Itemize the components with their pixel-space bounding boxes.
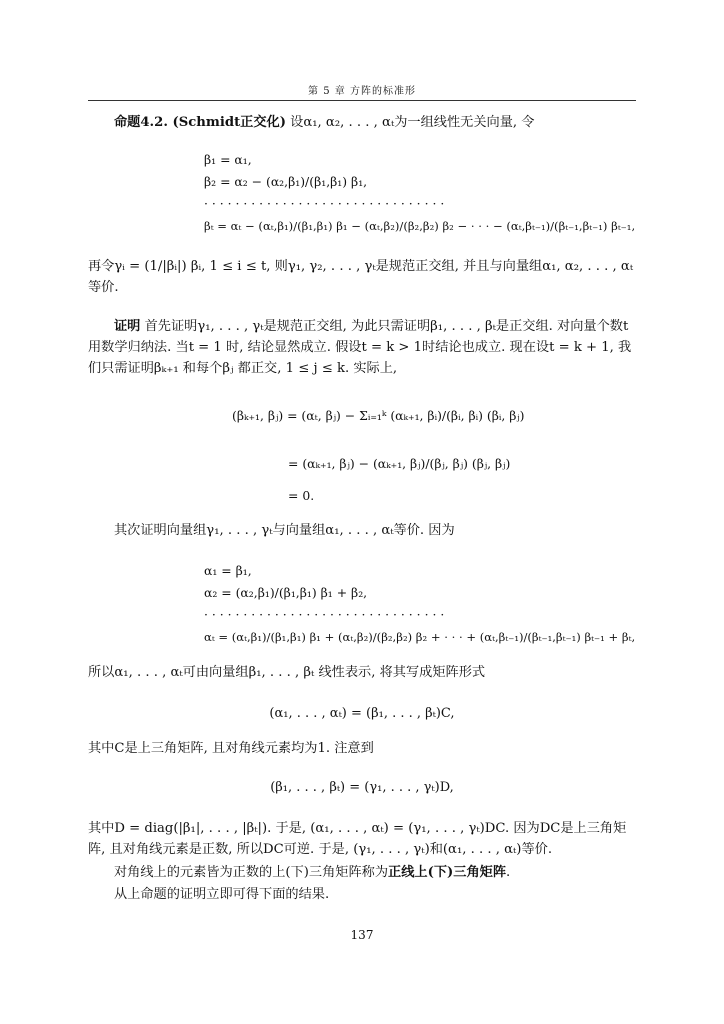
header-rule bbox=[88, 100, 636, 101]
proof-paragraph-2: 其次证明向量组γ₁, . . . , γₜ与向量组α₁, . . . , αₜ等价. 因为 bbox=[114, 523, 455, 538]
orthogonality-calc-3: = 0. bbox=[288, 488, 315, 503]
proof-label: 证明 bbox=[114, 319, 141, 334]
proof-paragraph-4: 其中C是上三角矩阵, 且对角线元素均为1. 注意到 bbox=[88, 741, 374, 756]
remark-paragraph bbox=[88, 862, 636, 883]
orthogonality-calc-2: = (αₖ₊₁, βⱼ) − (αₖ₊₁, βⱼ)/(βⱼ, βⱼ) (βⱼ, βⱼ) bbox=[288, 456, 511, 471]
inverse-eq-dots: · · · · · · · · · · · · · · · · · · · · · · · · · · · · · · · bbox=[204, 607, 445, 622]
closing-sentence: 从上命题的证明立即可得下面的结果. bbox=[114, 887, 330, 902]
page-number: 137 bbox=[350, 928, 374, 942]
schmidt-eq-2: β₂ = α₂ − (α₂,β₁)/(β₁,β₁) β₁, bbox=[204, 174, 368, 189]
matrix-equation-1: (α₁, . . . , αₜ) = (β₁, . . . , βₜ)C, bbox=[269, 706, 455, 721]
proposition-conclusion: 再令γᵢ = (1/|βᵢ|) βᵢ, 1 ≤ i ≤ t, 则γ₁, γ₂, . . . , γₜ是规范正交组, 并且与向量组α₁, α₂, . . . , αₜ等价. bbox=[88, 259, 634, 295]
proposition-heading: 命题4.2. (Schmidt正交化) bbox=[114, 115, 286, 130]
proof-paragraph-1 bbox=[88, 316, 636, 379]
proof-text-1: 首先证明γ₁, . . . , γₜ是规范正交组, 为此只需证明β₁, . . . , βₜ是正交组. 对向量个数t用数学归纳法. 当t = 1 时, 结论显然成立. 假设t = k > 1时结论也成立. 现在设t = k + 1, 我们只需证明βₖ₊₁ 和每个βⱼ 都正交, 1 ≤ j ≤ k. 实际上, bbox=[88, 319, 632, 376]
schmidt-eq-1: β₁ = α₁, bbox=[204, 152, 252, 167]
remark-suffix: . bbox=[506, 865, 511, 880]
schmidt-eq-t: βₜ = αₜ − (αₜ,β₁)/(β₁,β₁) β₁ − (αₜ,β₂)/(β₂,β₂) β₂ − · · · − (αₜ,βₜ₋₁)/(βₜ₋₁,βₜ₋₁) βₜ₋₁, bbox=[204, 219, 636, 233]
inverse-eq-1: α₁ = β₁, bbox=[204, 563, 252, 578]
orthogonality-calc-1: (βₖ₊₁, βⱼ) = (αₜ, βⱼ) − Σᵢ₌₁ᵏ (αₖ₊₁, βᵢ)/(βᵢ, βᵢ) (βᵢ, βⱼ) bbox=[232, 408, 525, 423]
remark-prefix: 对角线上的元素皆为正数的上(下)三角矩阵称为 bbox=[114, 865, 389, 880]
proof-paragraph-5: 其中D = diag(|β₁|, . . . , |βₜ|). 于是, (α₁, . . . , αₜ) = (γ₁, . . . , γₜ)DC. 因为DC是上三角矩阵, 且对角线元素是正数, 所以DC可逆. 于是, (γ₁, . . . , γₜ)和(α₁, . . . , αₜ)等价. bbox=[88, 821, 627, 857]
running-header: 第 5 章 方阵的标准形 bbox=[308, 86, 416, 97]
schmidt-eq-dots: · · · · · · · · · · · · · · · · · · · · · · · · · · · · · · · bbox=[204, 196, 445, 211]
matrix-equation-2: (β₁, . . . , βₜ) = (γ₁, . . . , γₜ)D, bbox=[270, 780, 454, 795]
proof-paragraph-3: 所以α₁, . . . , αₜ可由向量组β₁, . . . , βₜ 线性表示, 将其写成矩阵形式 bbox=[88, 665, 486, 680]
proposition-intro: 设α₁, α₂, . . . , αₜ为一组线性无关向量, 令 bbox=[290, 115, 535, 130]
remark-term: 正线上(下)三角矩阵 bbox=[388, 865, 507, 880]
inverse-eq-t: αₜ = (αₜ,β₁)/(β₁,β₁) β₁ + (αₜ,β₂)/(β₂,β₂) β₂ + · · · + (αₜ,βₜ₋₁)/(βₜ₋₁,βₜ₋₁) βₜ₋₁ + βₜ, bbox=[204, 630, 636, 644]
inverse-eq-2: α₂ = (α₂,β₁)/(β₁,β₁) β₁ + β₂, bbox=[204, 585, 368, 600]
proposition-statement bbox=[88, 112, 636, 133]
